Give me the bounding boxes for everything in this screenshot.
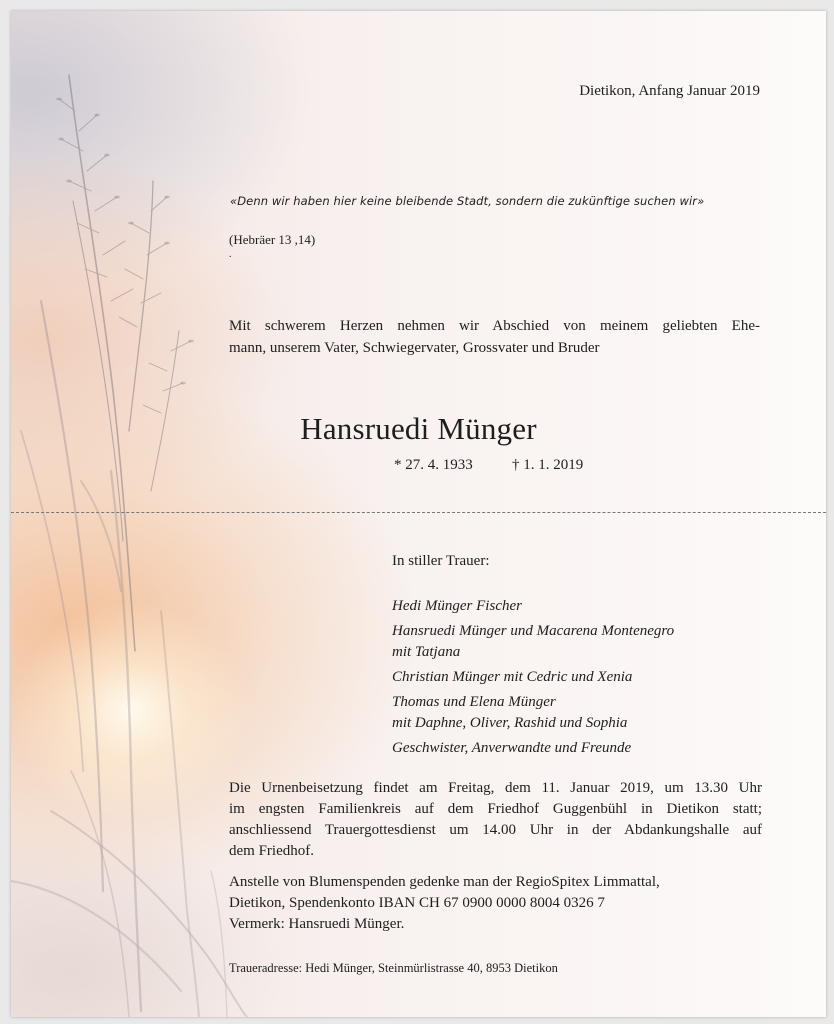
mourners-list <box>392 596 674 763</box>
separator-dot: . <box>229 249 232 260</box>
donation-line: Anstelle von Blumenspenden gedenke man der RegioSpitex Limmattal, <box>229 874 660 890</box>
bible-reference: (Hebräer 13 ,14) <box>229 232 316 247</box>
deceased-name: Hansruedi Münger <box>300 411 537 446</box>
list-item <box>392 621 674 663</box>
obituary-card <box>11 11 826 1017</box>
mourner-line: mit Daphne, Oliver, Rashid und Sophia <box>392 715 628 731</box>
grass-background-image <box>11 11 826 1017</box>
ceremony-line: Die Urnenbeisetzung findet am Freitag, dem 11. Januar 2019, um 13.30 Uhr <box>229 780 762 796</box>
intro-line: mann, unserem Vater, Schwiegervater, Grossvater und Bruder <box>229 340 600 356</box>
donation-line: Vermerk: Hansruedi Münger. <box>229 916 405 932</box>
ceremony-paragraph <box>229 778 762 862</box>
mourning-heading: In stiller Trauer: <box>392 553 490 569</box>
mourner-line: Hansruedi Münger und Macarena Montenegro <box>392 623 675 639</box>
donation-paragraph <box>229 872 762 935</box>
mourner-line: Christian Münger mit Cedric und Xenia <box>392 669 633 685</box>
place-date: Dietikon, Anfang Januar 2019 <box>579 83 760 99</box>
ceremony-line: dem Friedhof. <box>229 843 314 859</box>
mourner-line: mit Tatjana <box>392 644 461 660</box>
mourner-line: Geschwister, Anverwandte und Freunde <box>392 740 632 756</box>
bible-quote: «Denn wir haben hier keine bleibende Stadt, sondern die zukünftige suchen wir» <box>230 194 705 208</box>
intro-text <box>229 315 760 359</box>
list-item <box>392 667 674 688</box>
birth-date: * 27. 4. 1933 <box>394 457 473 473</box>
ceremony-line: im engsten Familienkreis auf dem Friedhof Guggenbühl in Dietikon statt; <box>229 801 762 817</box>
ceremony-line: anschliessend Trauergottesdienst um 14.00 Uhr in der Abdankungshalle auf <box>229 822 762 838</box>
list-item <box>392 596 674 617</box>
donation-line: Dietikon, Spendenkonto IBAN CH 67 0900 0000 8004 0326 7 <box>229 895 605 911</box>
mourning-address: Traueradresse: Hedi Münger, Steinmürlistrasse 40, 8953 Dietikon <box>229 961 558 975</box>
cut-line-divider <box>11 512 826 513</box>
list-item <box>392 692 674 734</box>
mourner-line: Thomas und Elena Münger <box>392 694 556 710</box>
mourner-line: Hedi Münger Fischer <box>392 598 522 614</box>
intro-line: Mit schwerem Herzen nehmen wir Abschied von meinem geliebten Ehe- <box>229 318 760 334</box>
death-date: † 1. 1. 2019 <box>512 457 584 473</box>
list-item <box>392 738 674 759</box>
